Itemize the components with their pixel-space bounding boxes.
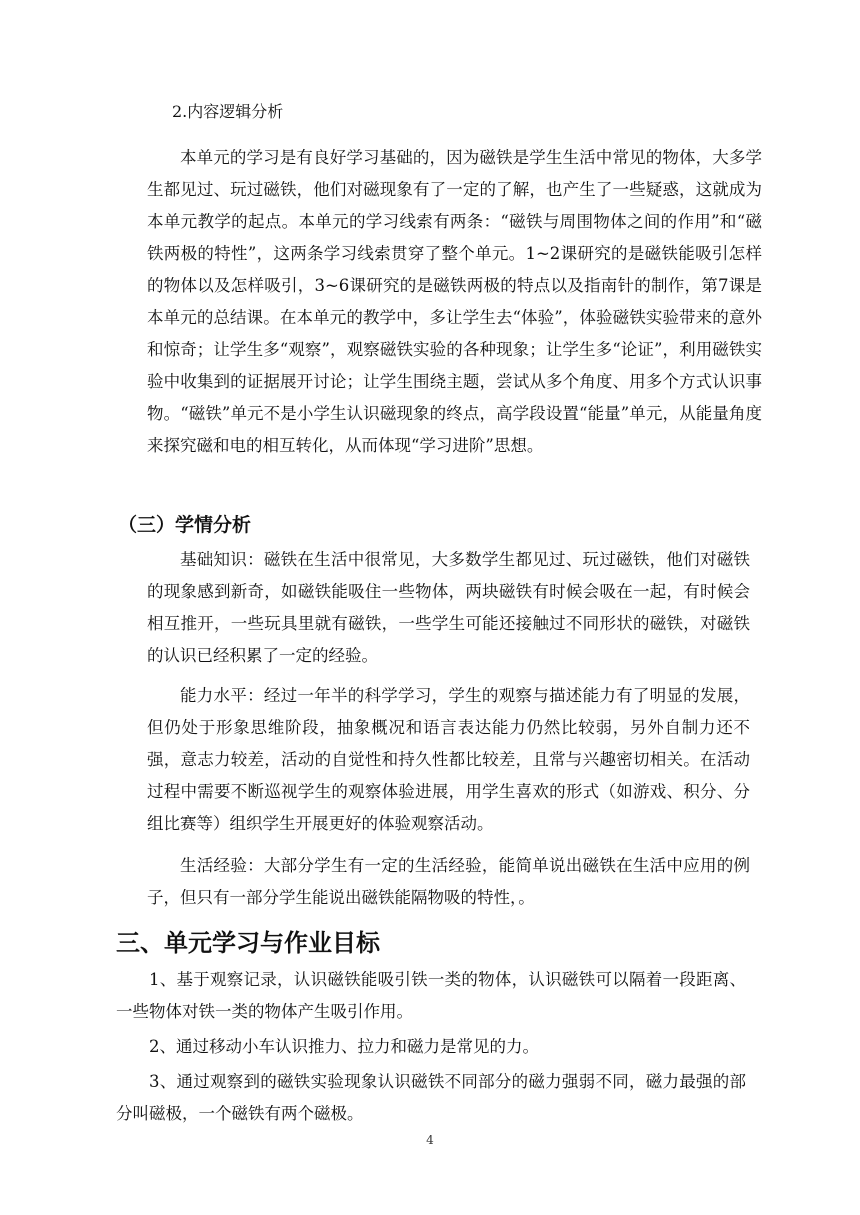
paragraph-basic-knowledge: 基础知识：磁铁在生活中很常见，大多数学生都见过、玩过磁铁，他们对磁铁的现象感到新奇，如磁铁能吸住一些物体，两块磁铁有时候会吸在一起，有时候会相互推开，一些玩具里就有磁铁，一些学生可能还接触过不同形状的磁铁，对磁铁的认识已经积累了一定的经验。 — [147, 550, 750, 665]
section-heading-unit-goals: 三、单元学习与作业目标 — [116, 929, 380, 957]
goal-item-2: 2、通过移动小车认识推力、拉力和磁力是常见的力。 — [149, 1037, 539, 1056]
section-heading-learner-analysis: （三）学情分析 — [118, 514, 252, 536]
goal-item-1: 1、基于观察记录，认识磁铁能吸引铁一类的物体，认识磁铁可以隔着一段距离、一些物体对铁一类的物体产生吸引作用。 — [116, 970, 746, 1021]
goal-item-3: 3、通过观察到的磁铁实验现象认识磁铁不同部分的磁力强弱不同，磁力最强的部分叫磁极，一个磁铁有两个磁极。 — [116, 1072, 746, 1123]
page-number: 4 — [426, 1133, 434, 1147]
paragraph-life-experience: 生活经验：大部分学生有一定的生活经验，能简单说出磁铁在生活中应用的例子，但只有一部分学生能说出磁铁能隔物吸的特性，。 — [147, 856, 750, 907]
paragraph-content-logic: 本单元的学习是有良好学习基础的，因为磁铁是学生生活中常见的物体，大多学生都见过、玩过磁铁，他们对磁现象有了一定的了解，也产生了一些疑惑，这就成为本单元教学的起点。本单元的学习线索有两条：“磁铁与周围物体之间的作用”和“磁铁两极的特性”，这两条学习线索贯穿了整个单元。1~2课研究的是磁铁能吸引怎样的物体以及怎样吸引，3~6课研究的是磁铁两极的特点以及指南针的制作，第7课是本单元的总结课。在本单元的教学中，多让学生去“体验”，体验磁铁实验带来的意外和惊奇；让学生多“观察”，观察磁铁实验的各种现象；让学生多“论证”，利用磁铁实验中收集到的证据展开讨论；让学生围绕主题，尝试从多个角度、用多个方式认识事物。“磁铁”单元不是小学生认识磁现象的终点，高学段设置“能量”单元，从能量角度来探究磁和电的相互转化，从而体现“学习进阶”思想。 — [147, 148, 762, 455]
paragraph-ability-level: 能力水平：经过一年半的科学学习，学生的观察与描述能力有了明显的发展，但仍处于形象思维阶段，抽象概况和语言表达能力仍然比较弱，另外自制力还不强，意志力较差，活动的自觉性和持久性都比较差，且常与兴趣密切相关。在活动过程中需要不断巡视学生的观察体验进展，用学生喜欢的形式（如游戏、积分、分组比赛等）组织学生开展更好的体验观察活动。 — [147, 686, 750, 833]
subsection-title-content-logic: 2.内容逻辑分析 — [172, 102, 284, 121]
